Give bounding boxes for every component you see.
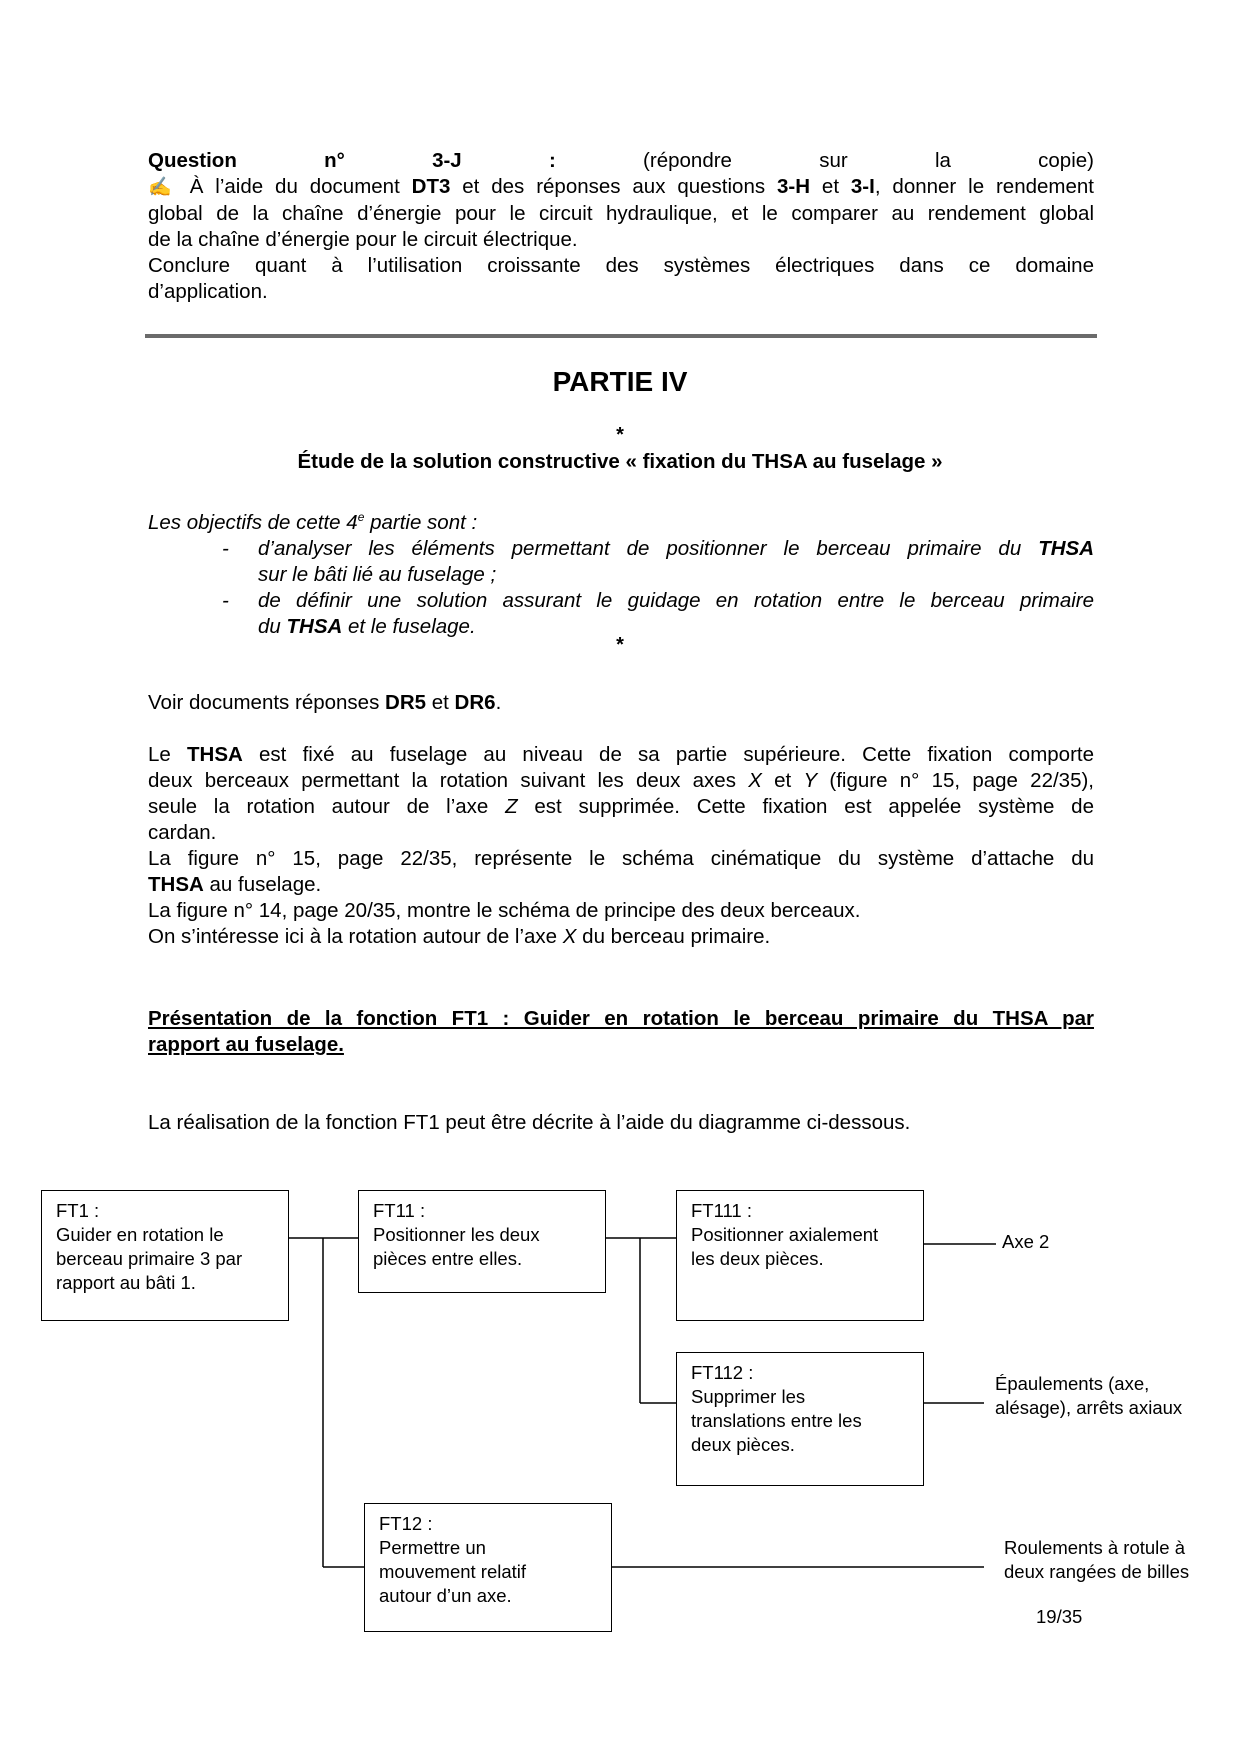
question-heading: Question n° 3-J : (répondre sur la copie)	[148, 149, 1094, 172]
star-separator-2: *	[616, 634, 624, 656]
realisation-text: La réalisation de la fonction FT1 peut être décrite à l’aide du diagramme ci-dessous.	[148, 1111, 911, 1134]
question-line-4: Conclure quant à l’utilisation croissante des systèmes électriques dans ce domaine	[148, 254, 1094, 277]
page-number: 19/35	[1036, 1606, 1083, 1627]
ft112-box: FT112 : Supprimer les translations entre les deux pièces.	[676, 1352, 924, 1486]
solution-ft12: Roulements à rotule à deux rangées de billes	[1004, 1537, 1190, 1582]
ft11-box: FT11 : Positionner les deux pièces entre elles.	[358, 1190, 606, 1293]
ft1-box: FT1 : Guider en rotation le berceau primaire 3 par rapport au bâti 1.	[41, 1190, 289, 1321]
partie-title: PARTIE IV	[552, 366, 688, 397]
ft12-box: FT12 : Permettre un mouvement relatif autour d’un axe.	[364, 1503, 612, 1632]
question-line-3: de la chaîne d’énergie pour le circuit électrique.	[148, 228, 578, 251]
partie-subtitle: Étude de la solution constructive « fixation du THSA au fuselage »	[297, 450, 943, 473]
objectives-intro: Les objectifs de cette 4e partie sont :	[148, 510, 478, 534]
question-line-5: d’application.	[148, 280, 268, 303]
solution-ft112: Épaulements (axe, alésage), arrêts axiaux	[995, 1373, 1183, 1418]
pencil-icon: ✍	[148, 177, 178, 198]
objective-item-2: - de définir une solution assurant le guidage en rotation entre le berceau primaire du THSA et le fuselage.	[222, 588, 1094, 638]
voir-documents: Voir documents réponses DR5 et DR6.	[148, 691, 502, 714]
ft111-box: FT111 : Positionner axialement les deux pièces.	[676, 1190, 924, 1321]
solution-ft111: Axe 2	[1002, 1231, 1050, 1252]
star-separator: *	[616, 424, 624, 446]
description-paragraph: Le THSA est fixé au fuselage au niveau de sa partie supérieure. Cette fixation comporte deux berceaux permettant la rotation suivant les deux axes X et Y (figure n° 15, page 22/35), seule la rotation autour de l’axe Z est supprimée. Cette fixation est appelée système de cardan. La figure n° 15, page 22/35, représente le schéma cinématique du système d’attache du THSA au fuselage. La figure n° 14, page 20/35, montre le schéma de principe des deux berceaux. On s’intéresse ici à la rotation autour de l’axe X du berceau primaire.	[148, 743, 1094, 948]
question-line-2: global de la chaîne d’énergie pour le circuit hydraulique, et le comparer au rendement global	[148, 202, 1094, 225]
objective-item-1: - d’analyser les éléments permettant de positionner le berceau primaire du THSA sur le bâti lié au fuselage ;	[222, 536, 1094, 586]
question-line-1: ✍ À l’aide du document DT3 et des réponses aux questions 3-H et 3-I, donner le rendement	[148, 175, 1094, 198]
presentation-heading: Présentation de la fonction FT1 : Guider en rotation le berceau primaire du THSA par rapport au fuselage.	[148, 1007, 1094, 1056]
